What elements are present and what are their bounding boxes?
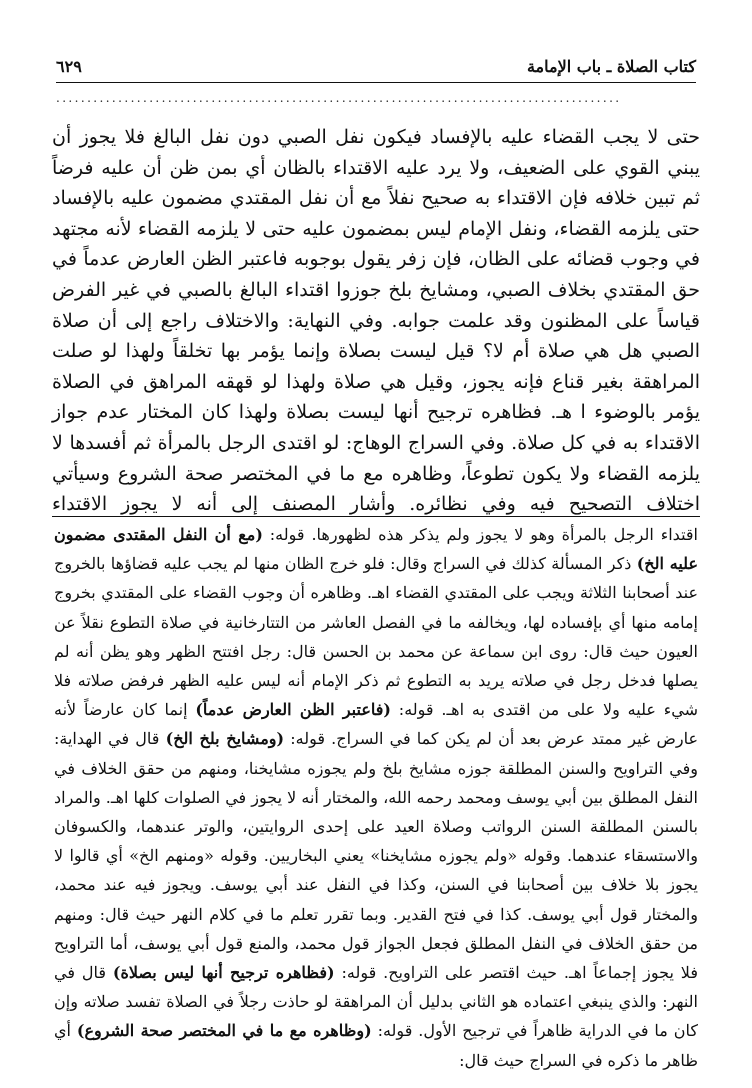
commentary-paragraph [54, 520, 698, 1075]
commentary-text: قال في الهداية: وفي التراويح والسنن المطلقة جوزه مشايخ بلخ ولم يجوزه مشايخنا، ومنهم من حقق الخلاف في النفل المطلق بين أبي يوسف ومحمد رحمه الله، والمختار أنه لا يجوز في الصلوات كلها اهـ. والمراد بالسنن المطلقة السنن الرواتب وصلاة العيد على إحدى الروايتين، والوتر عندهما، والكسوفان والاستسقاء عندهما. وقوله «ولم يجوزه مشايخنا» يعني البخاريين. وقوله «ومنهم الخ» أي قالوا لا يجوز بلا خلاف بين أصحابنا في السنن، وكذا في النفل عند أبي يوسف. ويجوز فيه عند محمد، والمختار قول أبي يوسف. كذا في فتح القدير. وبما تقرر تعلم ما في كلام النهر حيث قال: ومنهم من حقق الخلاف في النفل المطلق فجعل الجواز قول محمد، والمنع قول أبي يوسف، أما التراويح فلا يجوز إجماعاً اهـ. حيث اقتصر على التراويح. قوله: [54, 729, 699, 983]
commentary [54, 520, 698, 1075]
quoted-phrase: (مع أن النفل المقتدى مضمون عليه الخ) [54, 525, 698, 574]
quoted-phrase: (ومشايخ بلخ الخ) [165, 729, 285, 749]
commentary-text: أي ظاهر ما ذكره في السراج حيث قال: [54, 1021, 698, 1070]
commentary-text: اقتداء الرجل بالمرأة وهو لا يجوز ولم يذكر هذه لظهورها. قوله: [262, 525, 698, 544]
page-number: ٦٢٩ [56, 57, 82, 76]
quoted-phrase: (وظاهره مع ما في المختصر صحة الشروع) [76, 1021, 372, 1041]
footnote-divider [52, 516, 700, 517]
page-header [56, 50, 696, 83]
running-title: كتاب الصلاة ـ باب الإمامة [526, 57, 696, 76]
commentary-text: ذكر المسألة كذلك في السراج وقال: فلو خرج الظان منها لم يجب عليه قضاؤها بالخروج عند أصحابنا الثلاثة ويجب على المقتدي القضاء اهـ. وظاهره أن وجوب القضاء على المقتدي بخروج إمامه منها أي بإفساده لها، ويخالفه ما في الفصل العاشر من التتارخانية في صلاة التطوع نقلاً عن العيون حيث قال: روى ابن سماعة عن محمد بن الحسن قال: رجل افتتح الظهر وهو يظن أنه لم يصلها فدخل رجل في صلاته يريد به التطوع ثم ذكر الإمام أنه ليس عليه الظهر فرفض صلاته فلا شيء عليه ولا على من اقتدى به اهـ. قوله: [54, 554, 699, 720]
main-paragraph: حتى لا يجب القضاء عليه بالإفساد فيكون نفل الصبي دون نفل البالغ فلا يجوز أن يبني القوي على الضعيف، ولا يرد عليه الاقتداء بالظان أي بمن ظن أن عليه فرضاً ثم تبين خلافه فإن الاقتداء به صحيح نفلاً مع أن نفل المقتدي مضمون عليه بالإفساد حتى يلزمه القضاء، ونفل الإمام ليس بمضمون عليه حتى لا يلزمه القضاء لأنه مجتهد في وجوب قضائه على الظان، فإن زفر يقول بوجوبه فاعتبر الظن العارض عدماً في حق المقتدي بخلاف الصبي، ومشايخ بلخ جوزوا اقتداء البالغ بالصبي في غير الفرض قياساً على المظنون وقد علمت جوابه. وفي النهاية: والاختلاف راجع إلى أن صلاة الصبي هل هي صلاة أم لا؟ قيل ليست بصلاة وإنما يؤمر بها تخلقاً ولهذا لو صلت المراهقة بغير قناع فإنه يجوز، وقيل هي صلاة ولهذا لو قهقه المراهق في الصلاة يؤمر بالوضوء ا هـ. فظاهره ترجيح أنها ليست بصلاة ولهذا كان المختار عدم جواز الاقتداء به في كل صلاة. وفي السراج الوهاج: لو اقتدى الرجل بالمرأة ثم أفسدها لا يلزمه القضاء ولا يكون تطوعاً، وظاهره مع ما في المختصر صحة الشروع وسيأتي اختلاف التصحيح فيه وفي نظائره. وأشار المصنف إلى أنه لا يجوز الاقتداء [52, 126, 700, 516]
quoted-phrase: (فظاهره ترجيح أنها ليس بصلاة) [112, 963, 335, 983]
commentary-text: إنما كان عارضاً لأنه عارض غير ممتد عرض بعد أن لم يكن كما في السراج. قوله: [54, 700, 699, 749]
main-text [52, 122, 700, 520]
quoted-phrase: (فاعتبر الظن العارض عدماً) [195, 700, 391, 720]
dotted-separator: ........................................................................................... [56, 92, 622, 105]
commentary-text: قال في النهر: والذي ينبغي اعتماده هو الثاني بدليل أن المراهقة لو حاذت رجلاً في الصلاة تفسد صلاته وإن كان ما في الدراية ظاهراً في ترجيح الأول. قوله: [54, 963, 699, 1041]
